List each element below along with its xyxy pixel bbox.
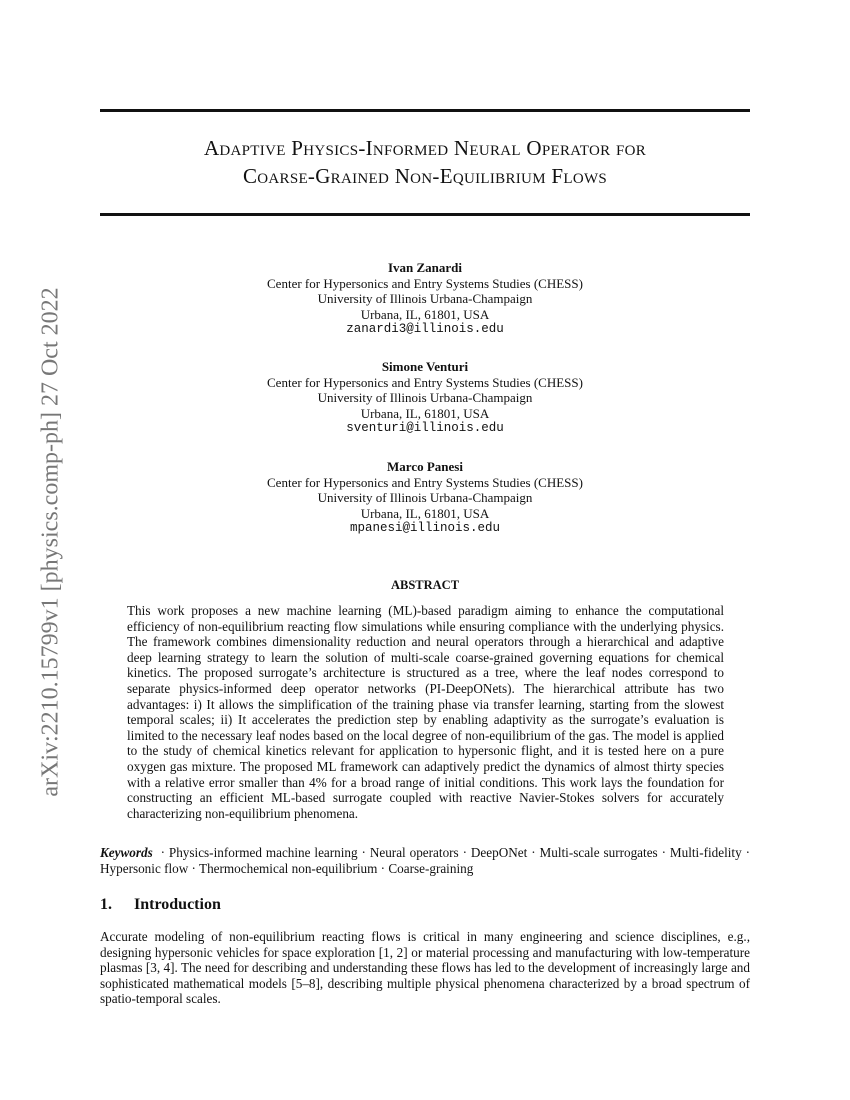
author-name: Simone Venturi xyxy=(381,359,469,374)
title-line-1: Adaptive Physics-Informed Neural Operator for xyxy=(203,136,647,160)
author-affiliation: Center for Hypersonics and Entry Systems Studies (CHESS) xyxy=(267,275,583,291)
keywords-list: · Physics-informed machine learning · Neural operators · DeepONet · Multi-scale surrogates · Multi-fidelity · Hypersonic flow · Thermochemical non-equilibrium · Coarse-graining xyxy=(100,845,750,876)
author-affiliation: Center for Hypersonics and Entry Systems Studies (CHESS) xyxy=(267,374,583,390)
author-email[interactable]: mpanesi@illinois.edu xyxy=(349,521,501,535)
bottom-rule xyxy=(100,213,750,216)
title-line-2: Coarse-Grained Non-Equilibrium Flows xyxy=(242,164,608,188)
abstract-text: This work proposes a new machine learning (ML)-based paradigm aiming to enhance the computational efficiency of non-equilibrium reacting flow simulations while ensuring compliance with the underlying physics. The framework combines dimensionality reduction and neural operators through a hierarchical and adaptive deep learning strategy to learn the solution of multi-scale coarse-grained governing equations for chemical kinetics. The proposed surrogate’s architecture is structured as a tree, where the leaf nodes correspond to separate physics-informed deep operator networks (PI-DeepONets). The hierarchical attribute has two advantages: i) It allows the simplification of the training phase via transfer learning, starting from the slowest temporal scales; ii) It accelerates the prediction step by enabling adaptivity as the surrogate’s evaluation is limited to the necessary leaf nodes based on the local degree of non-equilibrium of the gas. The model is applied to the study of chemical kinetics relevant for application to hypersonic flight, and it is tested here on a pure oxygen gas mixture. The proposed ML framework can adaptively predict the dynamics of almost thirty species with a relative error smaller than 4% for a broad range of initial conditions. This work lays the foundation for constructing an efficient ML-based surrogate coupled with reactive Navier-Stokes solvers for accurately characterizing non-equilibrium phenomena. xyxy=(127,603,724,821)
author-university: University of Illinois Urbana-Champaign xyxy=(317,291,533,306)
abstract-heading: ABSTRACT xyxy=(390,578,460,592)
author-address: Urbana, IL, 61801, USA xyxy=(360,405,490,421)
author-address: Urbana, IL, 61801, USA xyxy=(360,505,490,521)
author-university: University of Illinois Urbana-Champaign xyxy=(317,490,533,505)
author-affiliation: Center for Hypersonics and Entry Systems Studies (CHESS) xyxy=(267,474,583,490)
section-title: Introduction xyxy=(134,896,221,913)
paper-title xyxy=(100,134,750,190)
section-heading xyxy=(100,896,221,914)
author-block-3 xyxy=(100,459,750,537)
introduction-text: Accurate modeling of non-equilibrium reacting flows is critical in many engineering and science disciplines, e.g., designing hypersonic vehicles for space exploration [1, 2] or material processing and manufacturing with low-temperature plasmas [3, 4]. The need for describing and understanding these flows has led to the development of increasingly large and sophisticated mathematical models [5–8], describing multiple physical phenomena characterized by a broad spectrum of spatio-temporal scales. xyxy=(100,929,750,1007)
author-email[interactable]: sventuri@illinois.edu xyxy=(346,421,504,435)
author-university: University of Illinois Urbana-Champaign xyxy=(317,390,533,405)
author-name: Marco Panesi xyxy=(387,459,463,474)
keywords-label: Keywords xyxy=(100,845,153,860)
arxiv-identifier: arXiv:2210.15799v1 [physics.comp-ph] 27 Oct 2022 xyxy=(37,287,64,797)
section-number: 1. xyxy=(100,896,112,913)
author-address: Urbana, IL, 61801, USA xyxy=(360,306,490,322)
author-email[interactable]: zanardi3@illinois.edu xyxy=(346,322,504,336)
top-rule xyxy=(100,109,750,112)
author-name: Ivan Zanardi xyxy=(387,260,463,275)
author-block-2 xyxy=(100,359,750,437)
author-block-1 xyxy=(100,260,750,338)
keywords xyxy=(100,845,750,876)
